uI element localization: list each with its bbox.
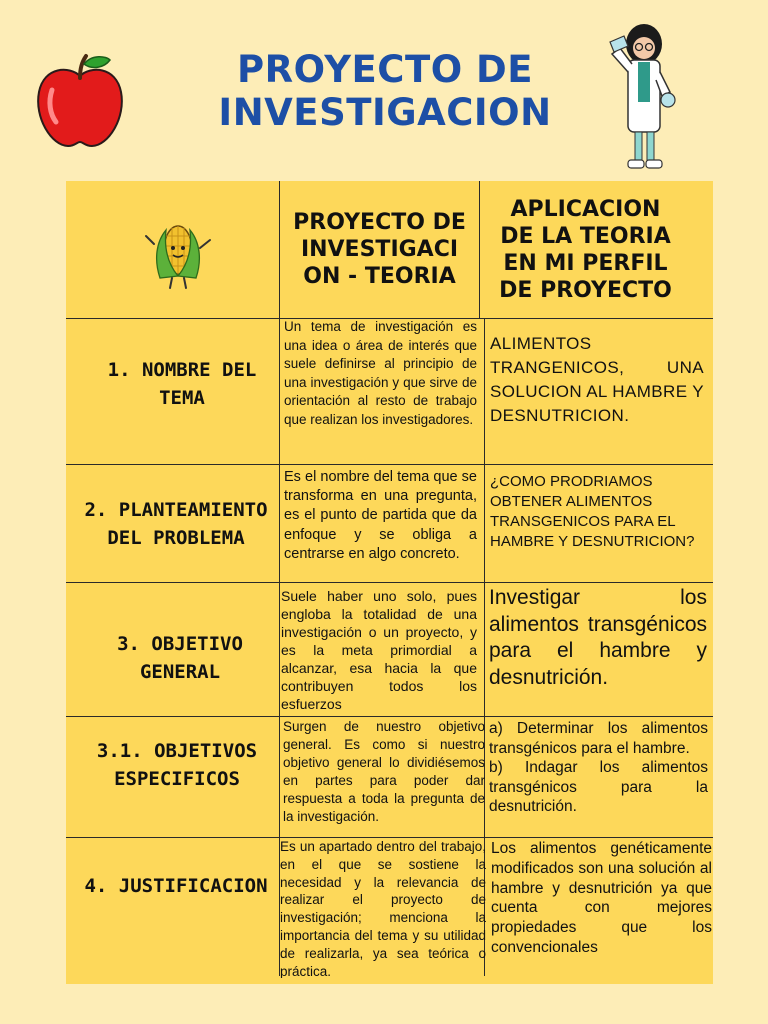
header-theory-line: INVESTIGACI — [300, 237, 459, 262]
header-theory-line: PROYECTO DE — [293, 210, 466, 235]
header-theory-line: ON - TEORIA — [303, 264, 456, 289]
row-label-objetivos-especificos: 3.1. OBJETIVOS ESPECIFICOS — [96, 740, 258, 790]
app-paragraph: a) Determinar los alimentos transgénicos para el hambre. — [489, 720, 708, 757]
header-app-line: APLICACION — [510, 197, 661, 222]
row-theory-justificacion: Es un apartado dentro del trabajo, en el que se sostiene la necesidad y la relevancia de realizar el proyecto de investigación; menciona la importancia del tema y su utilidad de realizarla, ya sea teórica o práctica. — [280, 839, 486, 978]
apple-icon — [34, 52, 126, 150]
app-paragraph: ¿COMO PRODRIAMOS OBTENER ALIMENTOS TRANSGENICOS PARA EL HAMBRE Y DESNUTRICION? — [490, 473, 695, 550]
row-app-objetivos-especificos — [489, 719, 708, 817]
page-title — [150, 48, 620, 134]
header-theory — [280, 209, 479, 290]
row-app-objetivo-general — [489, 585, 707, 691]
table-divider — [66, 716, 713, 717]
row-label-planteamiento: 2. PLANTEAMIENTO DEL PROBLEMA — [84, 499, 268, 549]
corn-icon — [144, 218, 212, 290]
row-theory-objetivo-general: Suele haber uno solo, pues engloba la totalidad de una investigación o un proyecto, y es la meta primordial a alcanzar, esa hacia la que contribuyen todos los esfuerzos — [281, 588, 477, 712]
app-paragraph: Los alimentos genéticamente modificados son una solución al hambre y desnutrición ya que cuenta con mejores propiedades que los convencionales — [491, 840, 712, 956]
header-application — [480, 196, 691, 304]
header-app-line: DE LA TEORIA — [500, 224, 671, 249]
title-line-2: INVESTIGACION — [218, 91, 552, 134]
row-label-objetivo-general: 3. OBJETIVO GENERAL — [117, 633, 243, 683]
app-paragraph: Investigar los alimentos transgénicos para el hambre y desnutrición. — [489, 586, 707, 689]
row-theory-planteamiento: Es el nombre del tema que se transforma en una pregunta, es el punto de partida que da enfoque y se obliga a centrarse en algo concreto. — [284, 469, 477, 562]
title-line-1: PROYECTO DE — [236, 48, 534, 91]
row-label-nombre-del-tema: 1. NOMBRE DEL TEMA — [107, 359, 257, 409]
row-theory-nombre-del-tema: Un tema de investigación es una idea o área de interés que suele definirse al principio de una investigación y que sirve de orientación al resto de trabajo que realizan los investigadores. — [284, 319, 477, 427]
scientist-icon — [600, 14, 684, 174]
header-app-line: EN MI PERFIL — [503, 251, 668, 276]
app-paragraph: ALIMENTOS TRANGENICOS, UNA SOLUCION AL HAMBRE Y DESNUTRICION. — [490, 334, 704, 425]
table-divider — [66, 582, 713, 583]
row-app-planteamiento — [490, 472, 704, 552]
table-divider — [66, 464, 713, 465]
header-app-line: DE PROYECTO — [499, 278, 672, 303]
row-app-nombre-del-tema — [490, 332, 704, 428]
row-theory-objetivos-especificos: Surgen de nuestro objetivo general. Es como si nuestro objetivo general lo dividiésemos en partes para poder dar respuesta a toda la pregunta de la investigación. — [283, 719, 485, 824]
row-label-justificacion: 4. JUSTIFICACION — [84, 875, 268, 897]
app-paragraph: b) Indagar los alimentos transgénicos para la desnutrición. — [489, 759, 708, 815]
row-app-justificacion — [491, 839, 712, 958]
